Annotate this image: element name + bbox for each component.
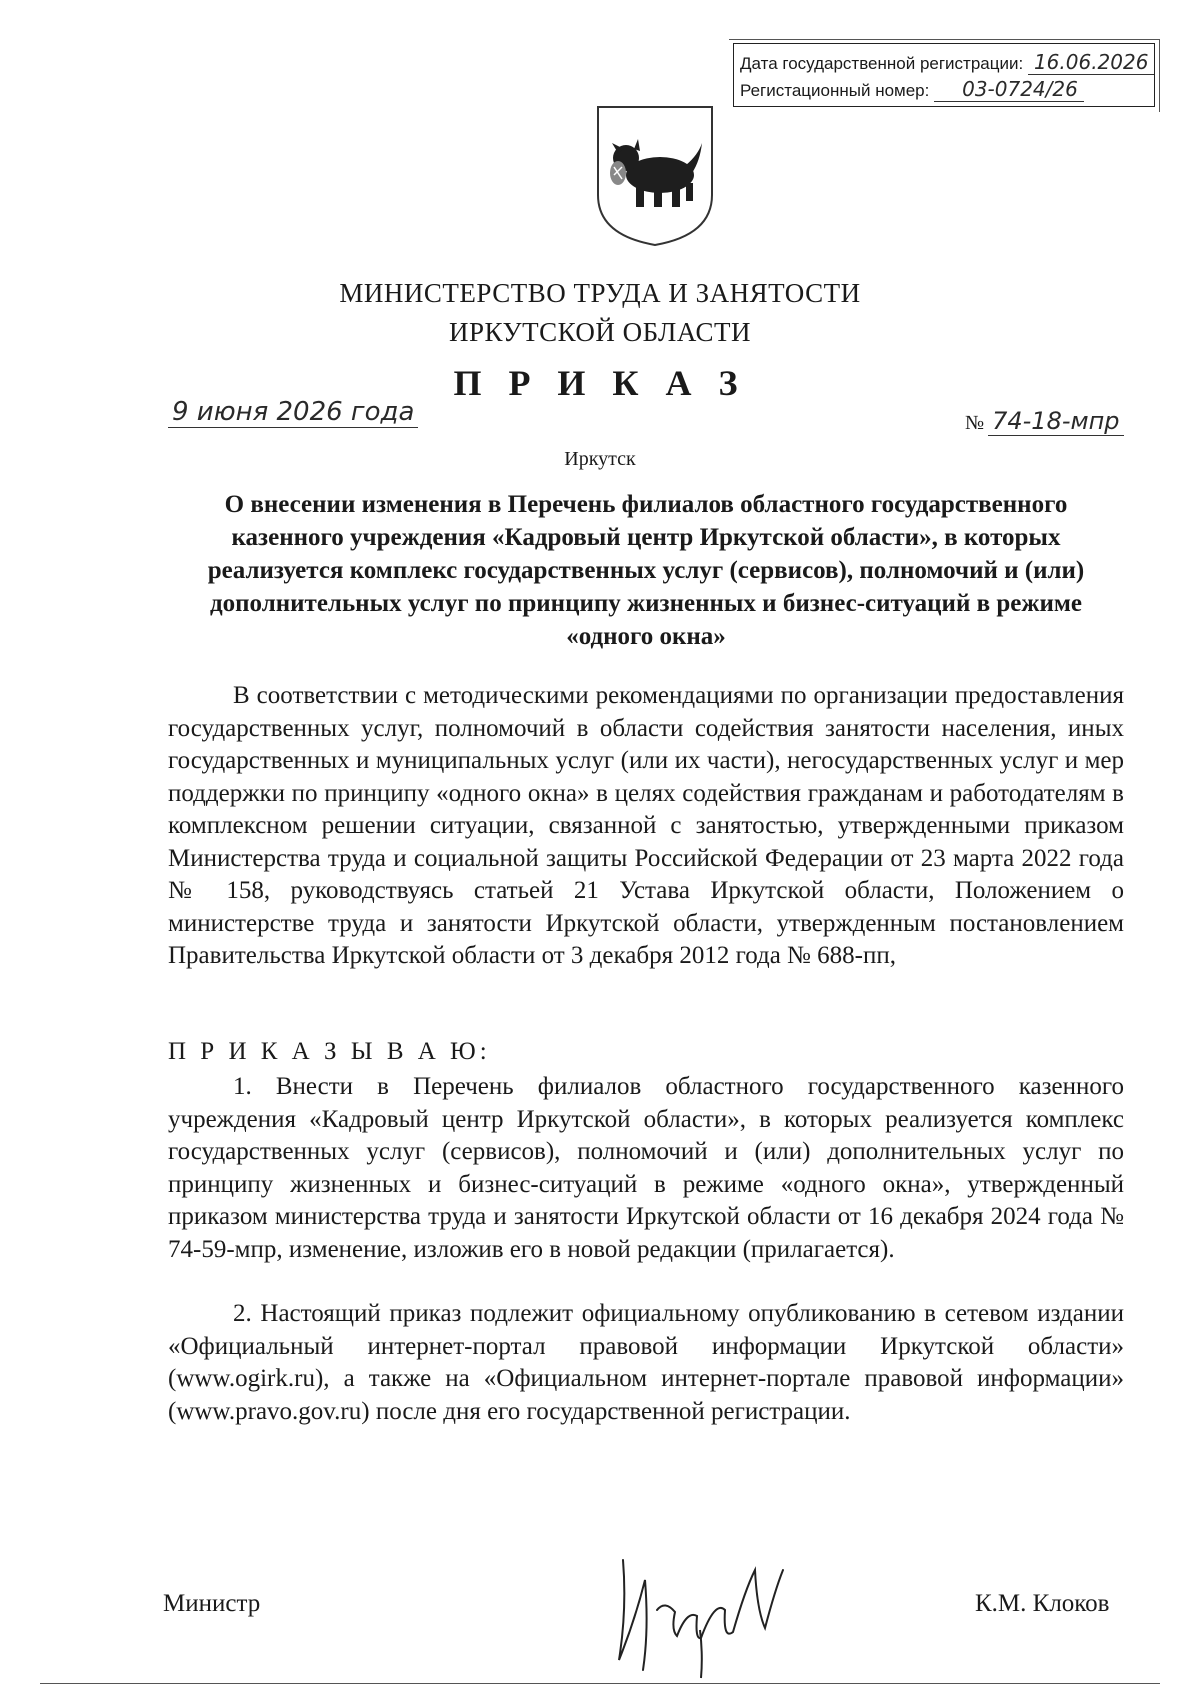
registration-date-row: [740, 50, 1154, 75]
registration-number-row: [740, 77, 1084, 102]
registration-number-value: 03-0724/26: [934, 77, 1084, 102]
registration-number-label: Регистационный номер:: [740, 81, 930, 100]
order-number: [965, 407, 1124, 435]
item-2-paragraph: 2. Настоящий приказ подлежит официальному опубликованию в сетевом издании «Официальный интернет-портал правовой информации Иркутской области» (www.ogirk.ru), а также на «Официальном интернет-портале правовой информации» (www.pravo.gov.ru) после дня его государственной регистрации.: [168, 1300, 1124, 1425]
preamble-paragraph: В соответствии с методическими рекомендациями по организации предоставления государственных услуг, полномочий в области содействия занятости населения, иных государственных и муниципальных услуг (или их части), негосударственных услуг и мер поддержки по принципу «одного окна» в целях содействия гражданам и работодателям в комплексном решении ситуации, связанной с занятостью, утвержденными приказом Министерства труда и социальной защиты Российской Федерации от 23 марта 2022 года № 158, руководствуясь статьей 21 Устава Иркутской области, Положением о министерстве труда и занятости Иркутской области, утвержденным постановлением Правительства Иркутской области от 3 декабря 2012 года № 688-пп,: [168, 682, 1124, 969]
signer-position: Министр: [163, 1590, 261, 1617]
document-heading: О внесении изменения в Перечень филиалов областного государственного казенного учреждения «Кадровый центр Иркутской области», в которых реализуется комплекс государственных услуг (сервисов), полномочий и (или) дополнительных услуг по принципу жизненных и бизнес-ситуаций в режиме «одного окна»: [207, 491, 1085, 650]
coat-of-arms-icon: [594, 103, 716, 248]
signer-name: К.М. Клоков: [975, 1590, 1110, 1617]
ministry-name-line2: ИРКУТСКОЙ ОБЛАСТИ: [449, 317, 751, 347]
city: Иркутск: [564, 448, 636, 470]
order-word: П Р И К А З Ы В А Ю:: [168, 1038, 491, 1065]
order-number-prefix: №: [965, 412, 985, 434]
ministry-name-line1: МИНИСТЕРСТВО ТРУДА И ЗАНЯТОСТИ: [339, 278, 861, 308]
registration-stamp: [733, 43, 1155, 107]
registration-date-value: 16.06.2026: [1028, 50, 1155, 75]
page-bottom-divider: [40, 1683, 1160, 1684]
handwritten-signature-icon: [605, 1540, 805, 1680]
item-1-paragraph: 1. Внести в Перечень филиалов областного государственного казенного учреждения «Кадровый центр Иркутской области», в которых реализуется комплекс государственных услуг (сервисов), полномочий и (или) дополнительных услуг по принципу жизненных и бизнес-ситуаций в режиме «одного окна», утвержденный приказом министерства труда и занятости Иркутской области от 16 декабря 2024 года № 74-59-мпр, изменение, изложив его в новой редакции (прилагается).: [168, 1073, 1124, 1263]
document-type-title: П Р И К А З: [453, 363, 747, 403]
order-number-handwritten: 74-18-мпр: [988, 407, 1123, 436]
registration-date-label: Дата государственной регистрации:: [740, 54, 1024, 73]
order-date-handwritten: 9 июня 2026 года: [168, 397, 418, 428]
